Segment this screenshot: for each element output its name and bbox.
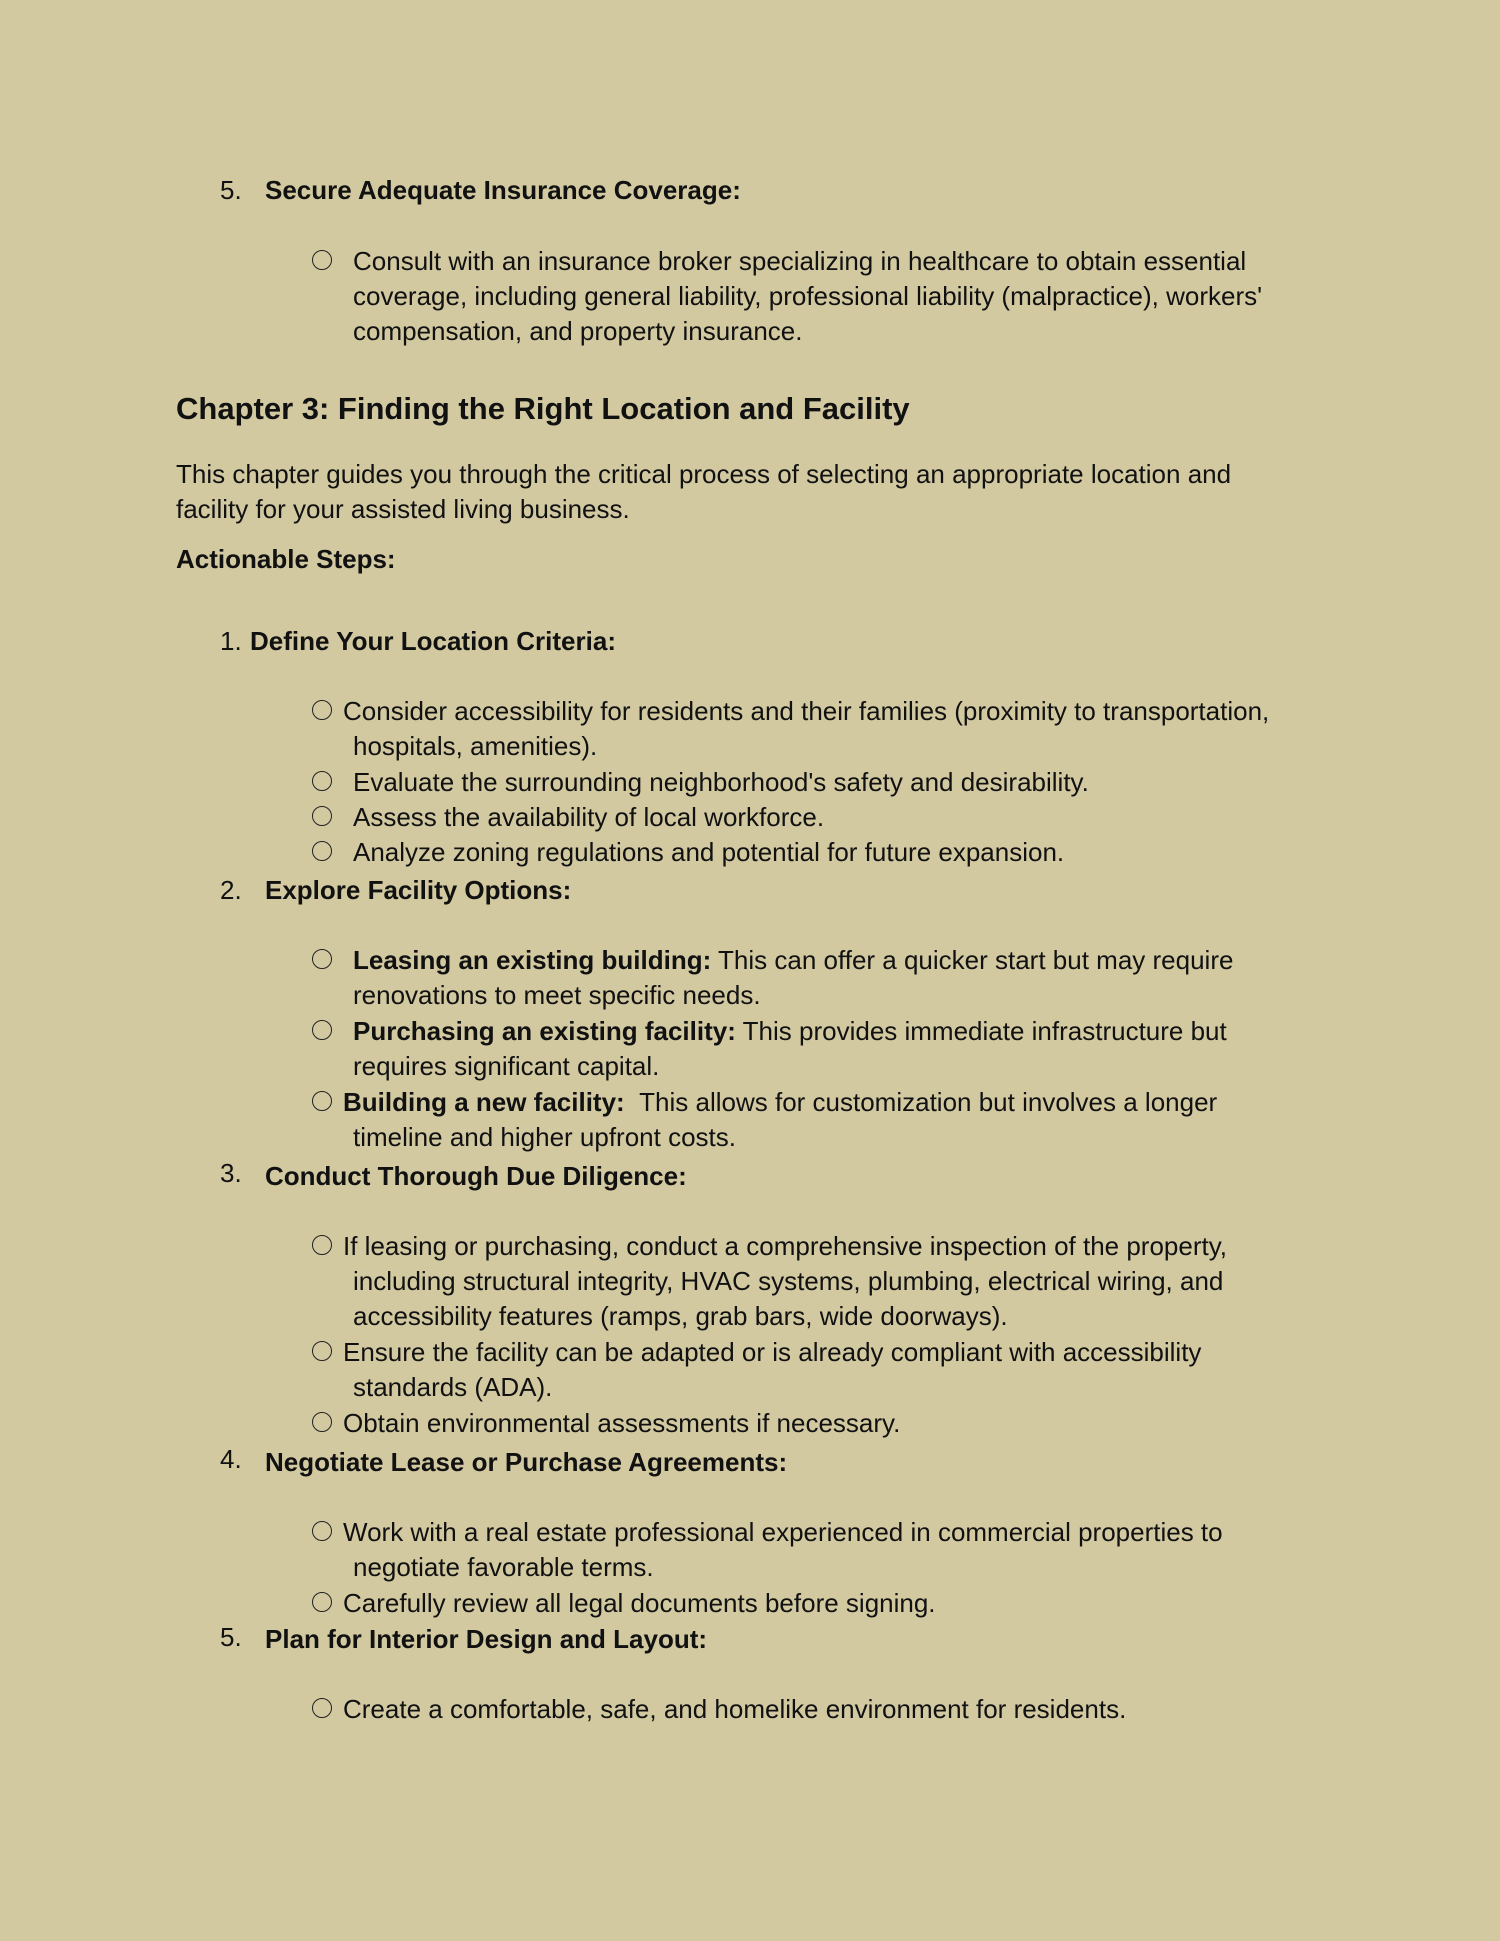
circle-bullet-icon (312, 700, 332, 720)
chapter-intro-line: This chapter guides you through the critical process of selecting an appropriate location and (176, 459, 1232, 489)
bullet-line: Ensure the facility can be adapted or is already compliant with accessibility (343, 1337, 1202, 1367)
bullet-line: requires significant capital. (353, 1051, 660, 1081)
bullet-line: timeline and higher upfront costs. (353, 1122, 736, 1152)
bullet-line: coverage, including general liability, professional liability (malpractice), workers' (353, 281, 1263, 311)
bullet-text: This can offer a quicker start but may require (718, 945, 1234, 975)
circle-bullet-icon (312, 1091, 332, 1111)
bullet-line: including structural integrity, HVAC systems, plumbing, electrical wiring, and (353, 1266, 1224, 1296)
list-number: 5. (220, 1622, 242, 1652)
bullet-line: negotiate favorable terms. (353, 1552, 654, 1582)
circle-bullet-icon (312, 771, 332, 791)
bullet-line: Evaluate the surrounding neighborhood's safety and desirability. (353, 767, 1089, 797)
list-item-title: Secure Adequate Insurance Coverage: (265, 175, 741, 205)
bullet-line: Obtain environmental assessments if necessary. (343, 1408, 901, 1438)
bullet-line (343, 1085, 1217, 1120)
bullet-line: If leasing or purchasing, conduct a comprehensive inspection of the property, (343, 1231, 1228, 1261)
circle-bullet-icon (312, 841, 332, 861)
circle-bullet-icon (312, 806, 332, 826)
bullet-line: Carefully review all legal documents before signing. (343, 1588, 936, 1618)
bullet-line: Create a comfortable, safe, and homelike environment for residents. (343, 1694, 1127, 1724)
list-item-title: Conduct Thorough Due Diligence: (265, 1161, 687, 1191)
list-item-title: Explore Facility Options: (265, 875, 572, 905)
list-number: 3. (220, 1158, 242, 1188)
bullet-line: Consider accessibility for residents and their families (proximity to transportation, (343, 696, 1270, 726)
list-number: 5. (220, 175, 242, 205)
chapter-title: Chapter 3: Finding the Right Location and Facility (176, 391, 910, 426)
bullet-line: Work with a real estate professional experienced in commercial properties to (343, 1517, 1223, 1547)
bullet-line: Analyze zoning regulations and potential for future expansion. (353, 837, 1065, 867)
bullet-bold-lead: Leasing an existing building: (353, 945, 712, 975)
list-item-title: Negotiate Lease or Purchase Agreements: (265, 1447, 788, 1477)
list-item-title: Define Your Location Criteria: (250, 626, 616, 656)
circle-bullet-icon (312, 1341, 332, 1361)
actionable-steps-label: Actionable Steps: (176, 544, 396, 574)
bullet-line: Assess the availability of local workforce. (353, 802, 825, 832)
list-number: 2. (220, 875, 242, 905)
circle-bullet-icon (312, 1698, 332, 1718)
bullet-line: standards (ADA). (353, 1372, 553, 1402)
bullet-bold-lead: Purchasing an existing facility: (353, 1016, 736, 1046)
circle-bullet-icon (312, 1235, 332, 1255)
chapter-intro-line: facility for your assisted living business. (176, 494, 630, 524)
circle-bullet-icon (312, 1020, 332, 1040)
bullet-text: This allows for customization but involves a longer (639, 1087, 1218, 1117)
circle-bullet-icon (312, 1412, 332, 1432)
bullet-text: This provides immediate infrastructure but (742, 1016, 1227, 1046)
bullet-line: accessibility features (ramps, grab bars, wide doorways). (353, 1301, 1008, 1331)
circle-bullet-icon (312, 949, 332, 969)
list-item-title: Plan for Interior Design and Layout: (265, 1624, 708, 1654)
bullet-line: Consult with an insurance broker specializing in healthcare to obtain essential (353, 246, 1247, 276)
bullet-line (353, 943, 1233, 978)
bullet-bold-lead: Building a new facility: (343, 1087, 625, 1117)
bullet-line: hospitals, amenities). (353, 731, 598, 761)
circle-bullet-icon (312, 1521, 332, 1541)
list-number: 1. (220, 626, 242, 656)
bullet-line: renovations to meet specific needs. (353, 980, 761, 1010)
bullet-line: compensation, and property insurance. (353, 316, 803, 346)
list-number: 4. (220, 1444, 242, 1474)
circle-bullet-icon (312, 1592, 332, 1612)
bullet-line (353, 1014, 1227, 1049)
circle-bullet-icon (312, 250, 332, 270)
